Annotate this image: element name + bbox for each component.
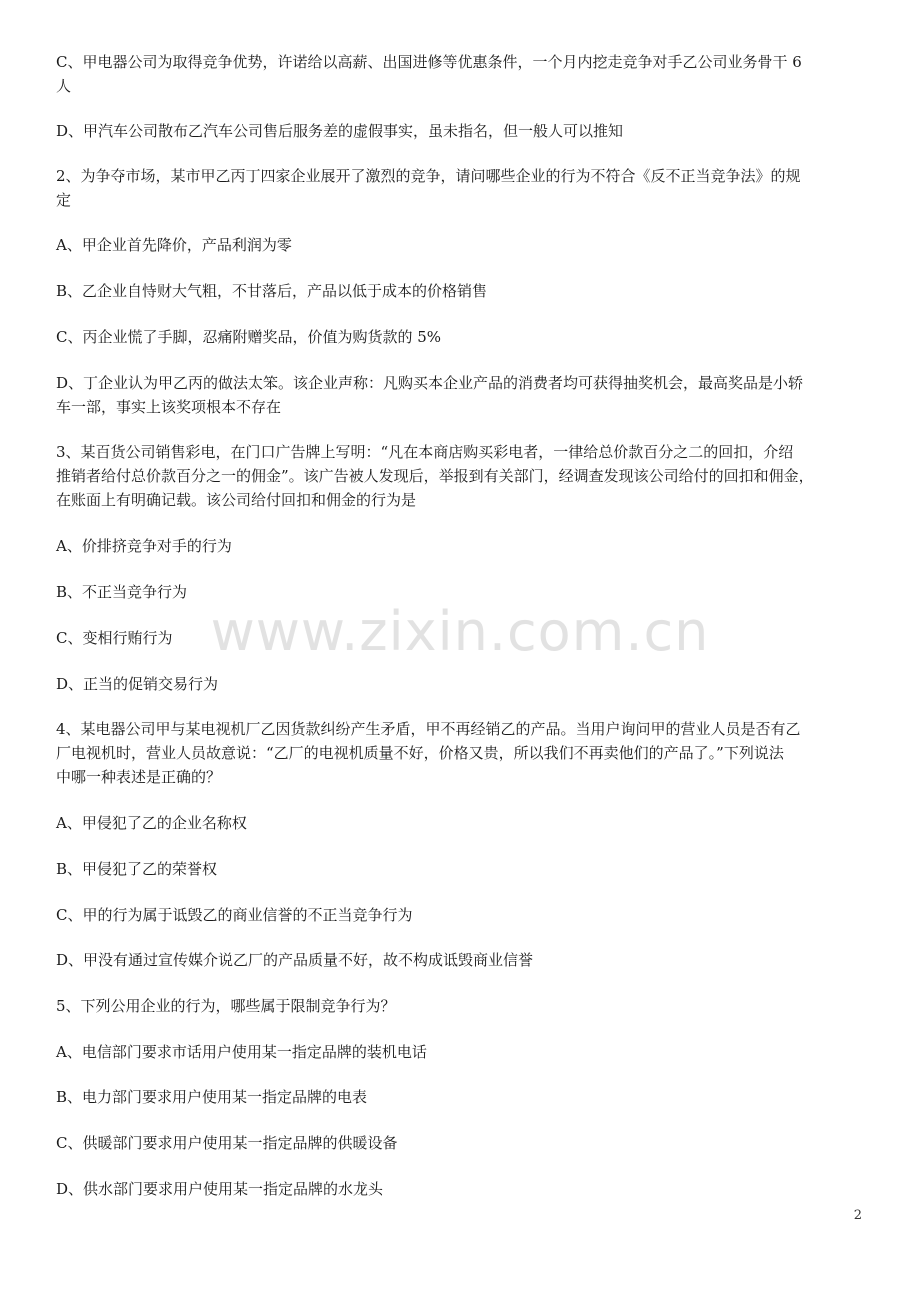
text-line: 中哪一种表述是正确的？ — [56, 768, 222, 786]
question-4-text: 4、某电器公司甲与某电视机厂乙因货款纠纷产生矛盾，甲不再经销乙的产品。当用户询问甲的营业人员是否有乙 — [56, 720, 801, 738]
option-d: D、丁企业认为甲乙丙的做法太笨。该企业声称：凡购买本企业产品的消费者均可获得抽奖机会，最高奖品是小轿 — [56, 374, 804, 392]
option-b: B、不正当竞争行为 — [56, 583, 188, 601]
question-2-text: 2、为争夺市场，某市甲乙丙丁四家企业展开了激烈的竞争，请问哪些企业的行为不符合《反不正当竞争法》的规 — [56, 167, 801, 185]
text-line: 在账面上有明确记载。该公司给付回扣和佣金的行为是 — [56, 491, 417, 509]
text-line: 定 — [56, 191, 72, 209]
option-a: A、甲侵犯了乙的企业名称权 — [56, 814, 247, 832]
option-a: A、电信部门要求市话用户使用某一指定品牌的装机电话 — [56, 1043, 427, 1061]
option-b: B、甲侵犯了乙的荣誉权 — [56, 860, 218, 878]
option-a: A、价排挤竞争对手的行为 — [56, 537, 232, 555]
option-d: D、正当的促销交易行为 — [56, 675, 219, 693]
option-b: B、乙企业自恃财大气粗，不甘落后，产品以低于成本的价格销售 — [56, 282, 488, 300]
text-line: D、甲汽车公司散布乙汽车公司售后服务差的虚假事实，虽未指名，但一般人可以推知 — [56, 122, 624, 140]
text-line: 推销者给付总价款百分之一的佣金”。该广告被人发现后，举报到有关部门，经调查发现该公司给付的回扣和佣金， — [56, 467, 814, 485]
question-5-text: 5、下列公用企业的行为，哪些属于限制竞争行为？ — [56, 997, 396, 1015]
text-line: C、甲电器公司为取得竞争优势，许诺给以高薪、出国进修等优惠条件，一个月内挖走竞争对手乙公司业务骨干 6 — [56, 53, 802, 71]
watermark: www.zixin.com.cn — [210, 600, 710, 663]
text-line: 人 — [56, 77, 72, 95]
option-b: B、电力部门要求用户使用某一指定品牌的电表 — [56, 1088, 368, 1106]
question-3-text: 3、某百货公司销售彩电，在门口广告牌上写明：“凡在本商店购买彩电者，一律给总价款百分之二的回扣，介绍 — [56, 443, 794, 461]
text-line: 厂电视机时，营业人员故意说：“乙厂的电视机质量不好，价格又贵，所以我们不再卖他们的产品了。”下列说法 — [56, 744, 784, 762]
option-c: C、丙企业慌了手脚，忍痛附赠奖品，价值为购货款的 5% — [56, 328, 442, 346]
page-number: 2 — [853, 1208, 862, 1223]
option-c: C、变相行贿行为 — [56, 629, 173, 647]
option-d: D、供水部门要求用户使用某一指定品牌的水龙头 — [56, 1180, 384, 1198]
option-c: C、甲的行为属于诋毁乙的商业信誉的不正当竞争行为 — [56, 906, 413, 924]
text-line: 车一部，事实上该奖项根本不存在 — [56, 398, 282, 416]
option-c: C、供暖部门要求用户使用某一指定品牌的供暖设备 — [56, 1134, 398, 1152]
option-a: A、甲企业首先降价，产品利润为零 — [56, 236, 292, 254]
option-d: D、甲没有通过宣传媒介说乙厂的产品质量不好，故不构成诋毁商业信誉 — [56, 951, 534, 969]
